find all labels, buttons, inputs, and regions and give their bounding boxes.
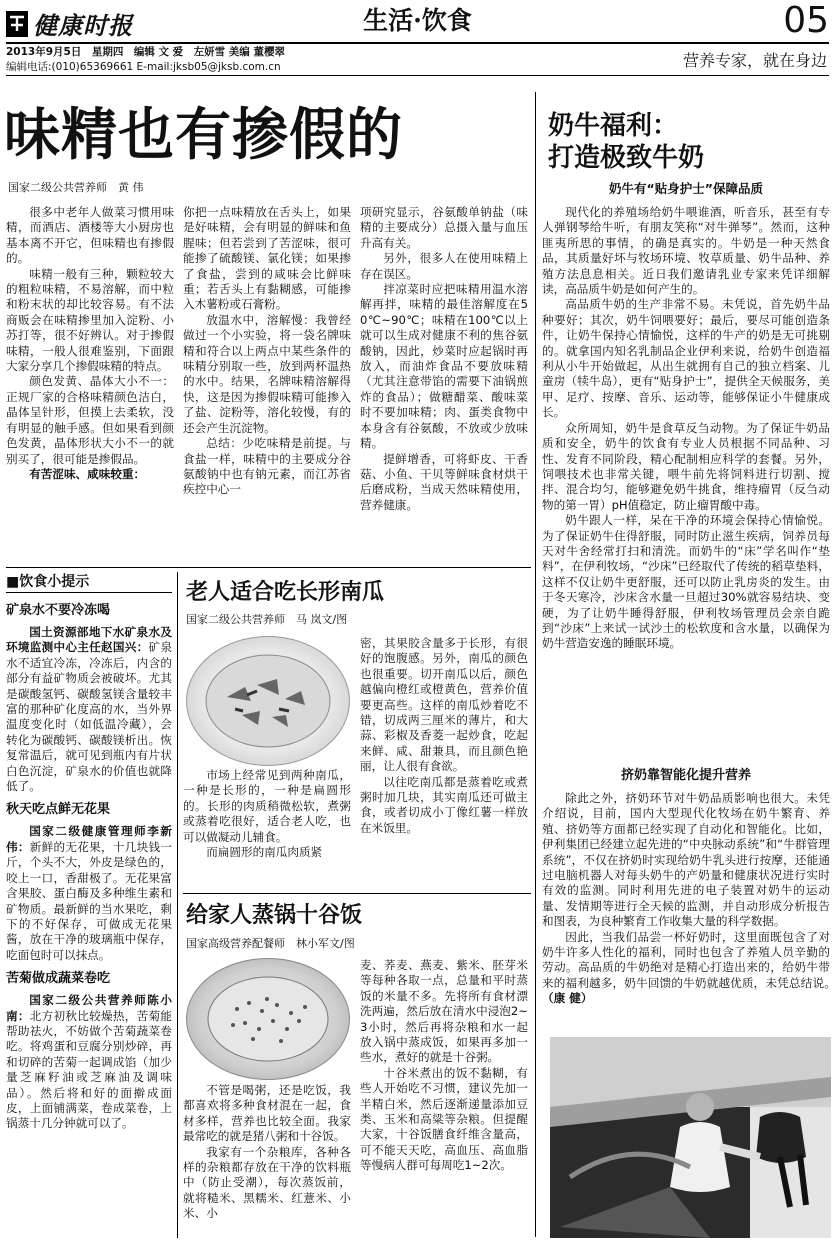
paragraph: 提鲜增香，可将虾皮、干香菇、小鱼、干贝等鲜味食材烘干后磨成粉，当成天然味精使用，营养健康。 [360,451,528,512]
tip-title: 苦菊做成蔬菜卷吃 [6,971,111,987]
horizontal-divider [183,893,531,894]
paragraph: 你把一点味精放在舌头上，如果是好味精，会有明显的鲜味和鱼腥味；但若尝到了苦涩味，很可能掺了硫酸镁、氯化镁；如果掺了食盐，尝到的咸味会比鲜味重；若舌头上有黏糊感，可能掺入木薯粉或石膏粉。 [183,205,351,312]
paragraph: 麦、荞麦、燕麦、紫米、胚芽米等每种各取一点，总量和平时蒸饭的米量不多。先将所有食材漂洗两遍，然后放在清水中浸泡2~3小时，然后再将杂粮和水一起放入锅中蒸成饭，如果再多加一些水，煮好的就是十谷粥。 [360,958,528,1065]
page-number: 05 [783,0,829,41]
paragraph: 不管是喝粥，还是吃饭，我都喜欢将多种食材混在一起，食材多样，营养也比较全面。我家最常吃的就是猪八粥和十谷饭。 [183,1083,351,1144]
main-article-col1 [6,205,174,562]
paragraph: 颜色发黄、晶体大小不一：正规厂家的合格味精颜色洁白，晶体呈针形，但摸上去柔软，没有明显的触手感。但如果看到颜色发黄，晶体形状大小不一的就别买了，很可能是掺假品。 [6,374,174,466]
grain-photo [186,958,350,1080]
main-article-col2 [183,205,351,562]
pumpkin-col-right [360,636,528,888]
milk-body-1 [542,205,830,765]
paragraph: 众所周知，奶牛是食草反刍动物。为了保证牛奶品质和安全，奶牛的饮食有专业人员根据不同品种、习性、发育不同阶段，精心配制相应科学的套餐。另外，饲喂技术也非常关键，喂牛前先将饲料进行切割、搅拌、混合均匀，能够避免奶牛挑食，维持瘤胃（反刍动物的第一胃）pH值稳定，防止瘤胃酸中毒。 [542,420,830,512]
paragraph: 有苦涩味、咸味较重： [29,466,146,481]
paragraph: 现代化的养殖场给奶牛喂谁酒，听音乐，甚至有专人弹钢琴给牛听，有朋友笑称“对牛弹琴”。然而，这种匪夷所思的事情，的确是真实的。牛奶是一种天然食品，其质量好坏与牧场环境、牧草质量、奶牛品种、养殖方法息息相关。近日我们邀请乳业专家来凭详细解读，高品质牛奶是如何产生的。 [542,205,830,297]
tips-column [6,572,172,1238]
tip-item [6,601,172,794]
article-author: （康 健） [542,991,593,1006]
main-article-col3 [360,205,528,562]
tip-text: 矿泉水不适宜冷冻，冷冻后，内含的部分有益矿物质会被破坏。尤其是碳酸氢钙、碳酸氢镁含量较丰富的那种矿化度高的水，当外界温度变化时（如低温冷藏），会转化为碳酸钙、碳酸镁析出。恢复常温后，就可见到瓶内有片状白色沉淀，矿泉水的价值也就降低了。 [6,640,172,794]
pumpkin-photo [186,636,350,766]
milk-subhead-2: 挤奶靠智能化提升营养 [620,768,751,783]
grain-byline: 国家高级营养配餐师 林小军文/图 [186,937,355,950]
paragraph: 高品质牛奶的生产非常不易。未凭说，首先奶牛品种要好；其次，奶牛饲喂要好；最后，要尽可能创造条件，让奶牛保持心情愉悦，这样的牛产的奶是无可挑剔的。就拿国内知名乳制品企业伊利来说，给奶牛创造福利从小牛开始做起，从出生就拥有自己的独立档案、儿童房（犊牛岛），更有“贴身护士”，提供全天候服务，美甲、足疗、按摩、音乐、运动等，能够保证小牛健康成长。 [542,297,830,420]
paragraph: 以往吃南瓜都是蒸着吃或煮粥时加几块，其实南瓜还可做主食，或者切成小丁像红薯一样放在米饭里。 [360,774,528,835]
horizontal-divider [6,567,531,568]
paragraph [542,930,830,1007]
tip-title: 矿泉水不要冷冻喝 [6,603,111,618]
grain-title: 给家人蒸锅十谷饭 [186,902,363,928]
milk-subhead-1: 奶牛有“贴身护士”保障品质 [609,181,763,196]
section-title: 生活·饮食 [363,6,472,35]
pumpkin-col-left [183,768,351,886]
masthead [0,0,835,76]
slogan: 营养专家，就在身边 [682,51,827,70]
milk-body-2 [542,791,830,1033]
tips-header: ■饮食小提示 [6,572,172,593]
tip-text: 北方初秋比较燥热，苦菊能帮助祛火，不妨做个苦菊蔬菜卷吃。将鸡蛋和豆腐分别炒碎，再和切碎的苦菊一起调成馅（加少量芝麻籽油或芝麻油及调味品）。然后将和好的面擀成面皮，上面铺满菜，卷成菜卷，上锅蒸十几分钟就可以了。 [6,1008,172,1131]
paragraph: 另外，很多人在使用味精上存在误区。 [360,251,528,281]
paragraph: 项研究显示，谷氨酸单钠盐（味精的主要成分）总摄入量与血压升高有关。 [360,205,528,250]
paragraph: 拌凉菜时应把味精用温水溶解再拌，味精的最佳溶解度在50℃~90℃；味精在100℃以上就可以生成对健康不利的焦谷氨酸钠，因此，炒菜时应起锅时再放入，而油炸食品不要放味精（尤其注意带馅的需要下油锅煎炸的食品）；做糖醋菜、酸味菜时不要加味精；肉、蛋类食物中本身含有谷氨酸，不放或少放味精。 [360,282,528,451]
contact-line: 编辑电话:(010)65369661 E-mail:jksb05@jksb.com.cn [6,61,281,73]
paragraph: 市场上经常见到两种南瓜，一种是长形的，一种是扁圆形的。长形的肉质稍微松软，煮粥或蒸着吃很好，适合老人吃，也可以做凝动儿辅食。 [183,768,351,844]
tip-body [6,625,172,794]
paragraph: 放温水中，溶解慢：我曾经做过一个小实验，将一袋名牌味精和符合以上两点中某些条件的味精分别取一些，放到两杯温热的水中。结果，名牌味精溶解得快，这是因为掺假味精可能掺入了盐、淀粉等，溶化较慢，有的还会产生沉淀物。 [183,312,351,435]
tip-lead: 国土资源部地下水矿泉水及环境监测中心主任赵国兴： [6,625,172,655]
pumpkin-dish-icon [187,637,349,765]
tip-item [6,800,172,963]
dairy-farm-photo [550,1037,831,1238]
pumpkin-byline: 国家二级公共营养师 马 岚文/图 [186,613,348,626]
paragraph: 除此之外，挤奶环节对牛奶品质影响也很大。未凭介绍说，目前，国内大型现代化牧场在奶牛繁育、养殖、挤奶等方面都已经实现了自动化和智能化。比如，伊利集团已经建立起先进的“中央脉动系统”和“牛群管理系统”，不仅在挤奶时实现给奶牛乳头进行按摩，还能通过电脑机器人对每头奶牛的产奶量和健康状况进行实时有效的监测。同时利用先进的电子装置对奶牛的运动量、发情期等进行全天候的监测，并自动形成分析报告和图表，为良种繁育工作收集大量的科学数据。 [542,791,830,929]
main-article-byline: 国家二级公共营养师 黄 伟 [8,181,144,194]
tip-title: 秋天吃点鲜无花果 [6,802,111,818]
paragraph: 总结：少吃味精是前提。与食盐一样，味精中的主要成分谷氨酸钠中也有钠元素，而江苏省疾控中心一 [183,436,351,497]
paragraph: 密，其果胶含量多于长形，有很好的饱腹感。另外，南瓜的颜色也很重要。切开南瓜以后，颜色越偏向橙红或橙黄色，营养价值要更高些。这样的南瓜炒着吃不错，切成两三厘米的薄片，和大蒜、彩椒及香菱一起炒食，吃起来鲜、咸、甜兼具，而且颜色艳丽，让人很有食欲。 [360,636,528,774]
paragraph: 很多中老年人做菜习惯用味精，而酒店、酒楼等大小厨房也基本离不开它，但味精也有掺假的。 [6,205,174,266]
tip-body [6,824,172,963]
tip-lead: 国家二级健康管理师李新伟： [6,824,172,854]
masthead-bottom-rule [6,75,829,76]
paragraph: 味精一般有三种，颗粒较大的粗粒味精，不易溶解，而中粒和粉末状的却比较容易。有不法商贩会在味精掺里加入淀粉、小苏打等，很不好辨认。对于掺假味精，一般人很难鉴别，下面跟大家分享几个掺假味精的特点。 [6,266,174,374]
tip-text: 新鲜的无花果，十几块钱一斤，个头不大，外皮是绿色的，咬上一口，香甜极了。无花果富含果胶、蛋白酶及多种维生素和矿物质。最新鲜的当水果吃，剩下的不好保存，可做成无花果酱，放在干净的玻璃瓶中保存，吃面包时可以抹点。 [6,839,172,962]
tips-divider [177,572,178,1238]
paragraph: 十谷米煮出的饭不黏糊，有些人开始吃不习惯，建议先加一半精白米，然后逐渐递量添加豆类、玉米和高粱等杂粮。但提醒大家，十谷饭膳食纤维含量高，可不能天天吃，高血压、高血脂等慢病人群可每周吃1~2次。 [360,1065,528,1173]
pumpkin-title: 老人适合吃长形南瓜 [186,579,385,605]
milk-title-line1: 奶牛福利： [548,111,679,141]
paragraph: 而扁圆形的南瓜肉质紧 [206,845,323,860]
grain-col-right [360,958,528,1238]
tip-body [6,993,172,1132]
milk-title-line2: 打造极致牛奶 [548,143,705,173]
paragraph: 我家有一个杂粮库，各种各样的杂粮都存放在干净的饮料瓶中（防止受潮），每次蒸饭前，就将糙米、黑糯米、红薏米、小米、小 [183,1144,351,1221]
masthead-rule [6,42,829,44]
date-line: 2013年9月5日 星期四 编辑 文 爱 左妍雪 美编 董樱翠 [6,46,285,58]
vertical-divider [535,92,536,1237]
paragraph-text: 因此，当我们品尝一杯好奶时，这里面既包含了对奶牛许多人性化的福利，同时也包含了养殖人员辛勤的劳动。高品质的牛奶绝对是精心打造出来的，给奶牛带来的福利越多，奶牛回馈的牛奶就越优质，未凭总结说。 [542,929,830,990]
main-article-title: 味精也有掺假的 [4,102,403,168]
grain-col-left [183,1083,351,1237]
logo-text: 健康时报 [33,11,134,40]
paragraph: 奶牛跟人一样，呆在干净的环境会保持心情愉悦。为了保证奶牛住得舒服，同时防止滋生疾病，饲养员每天对牛舍经常打扫和清洗。而奶牛的“床”学名叫作“垫料”，在伊利牧场，“沙床”已经取代了传统的稻草垫料，这样不仅让奶牛更舒服，还可以防止乳房炎的发生。由于冬天寒冷，沙床含水量一旦超过30%就容易结块、变硬，为了让奶牛睡得舒服，伊利牧场管理员会亲自跪到“沙床”上来试一试沙土的松软度和含水量，以确保为奶牛营造安逸的睡眠环境。 [542,513,830,651]
grain-bowl-icon [187,959,349,1079]
milking-worker-icon [550,1037,831,1238]
tip-item [6,969,172,1132]
tip-lead: 国家二级公共营养师陈小南： [6,993,172,1023]
